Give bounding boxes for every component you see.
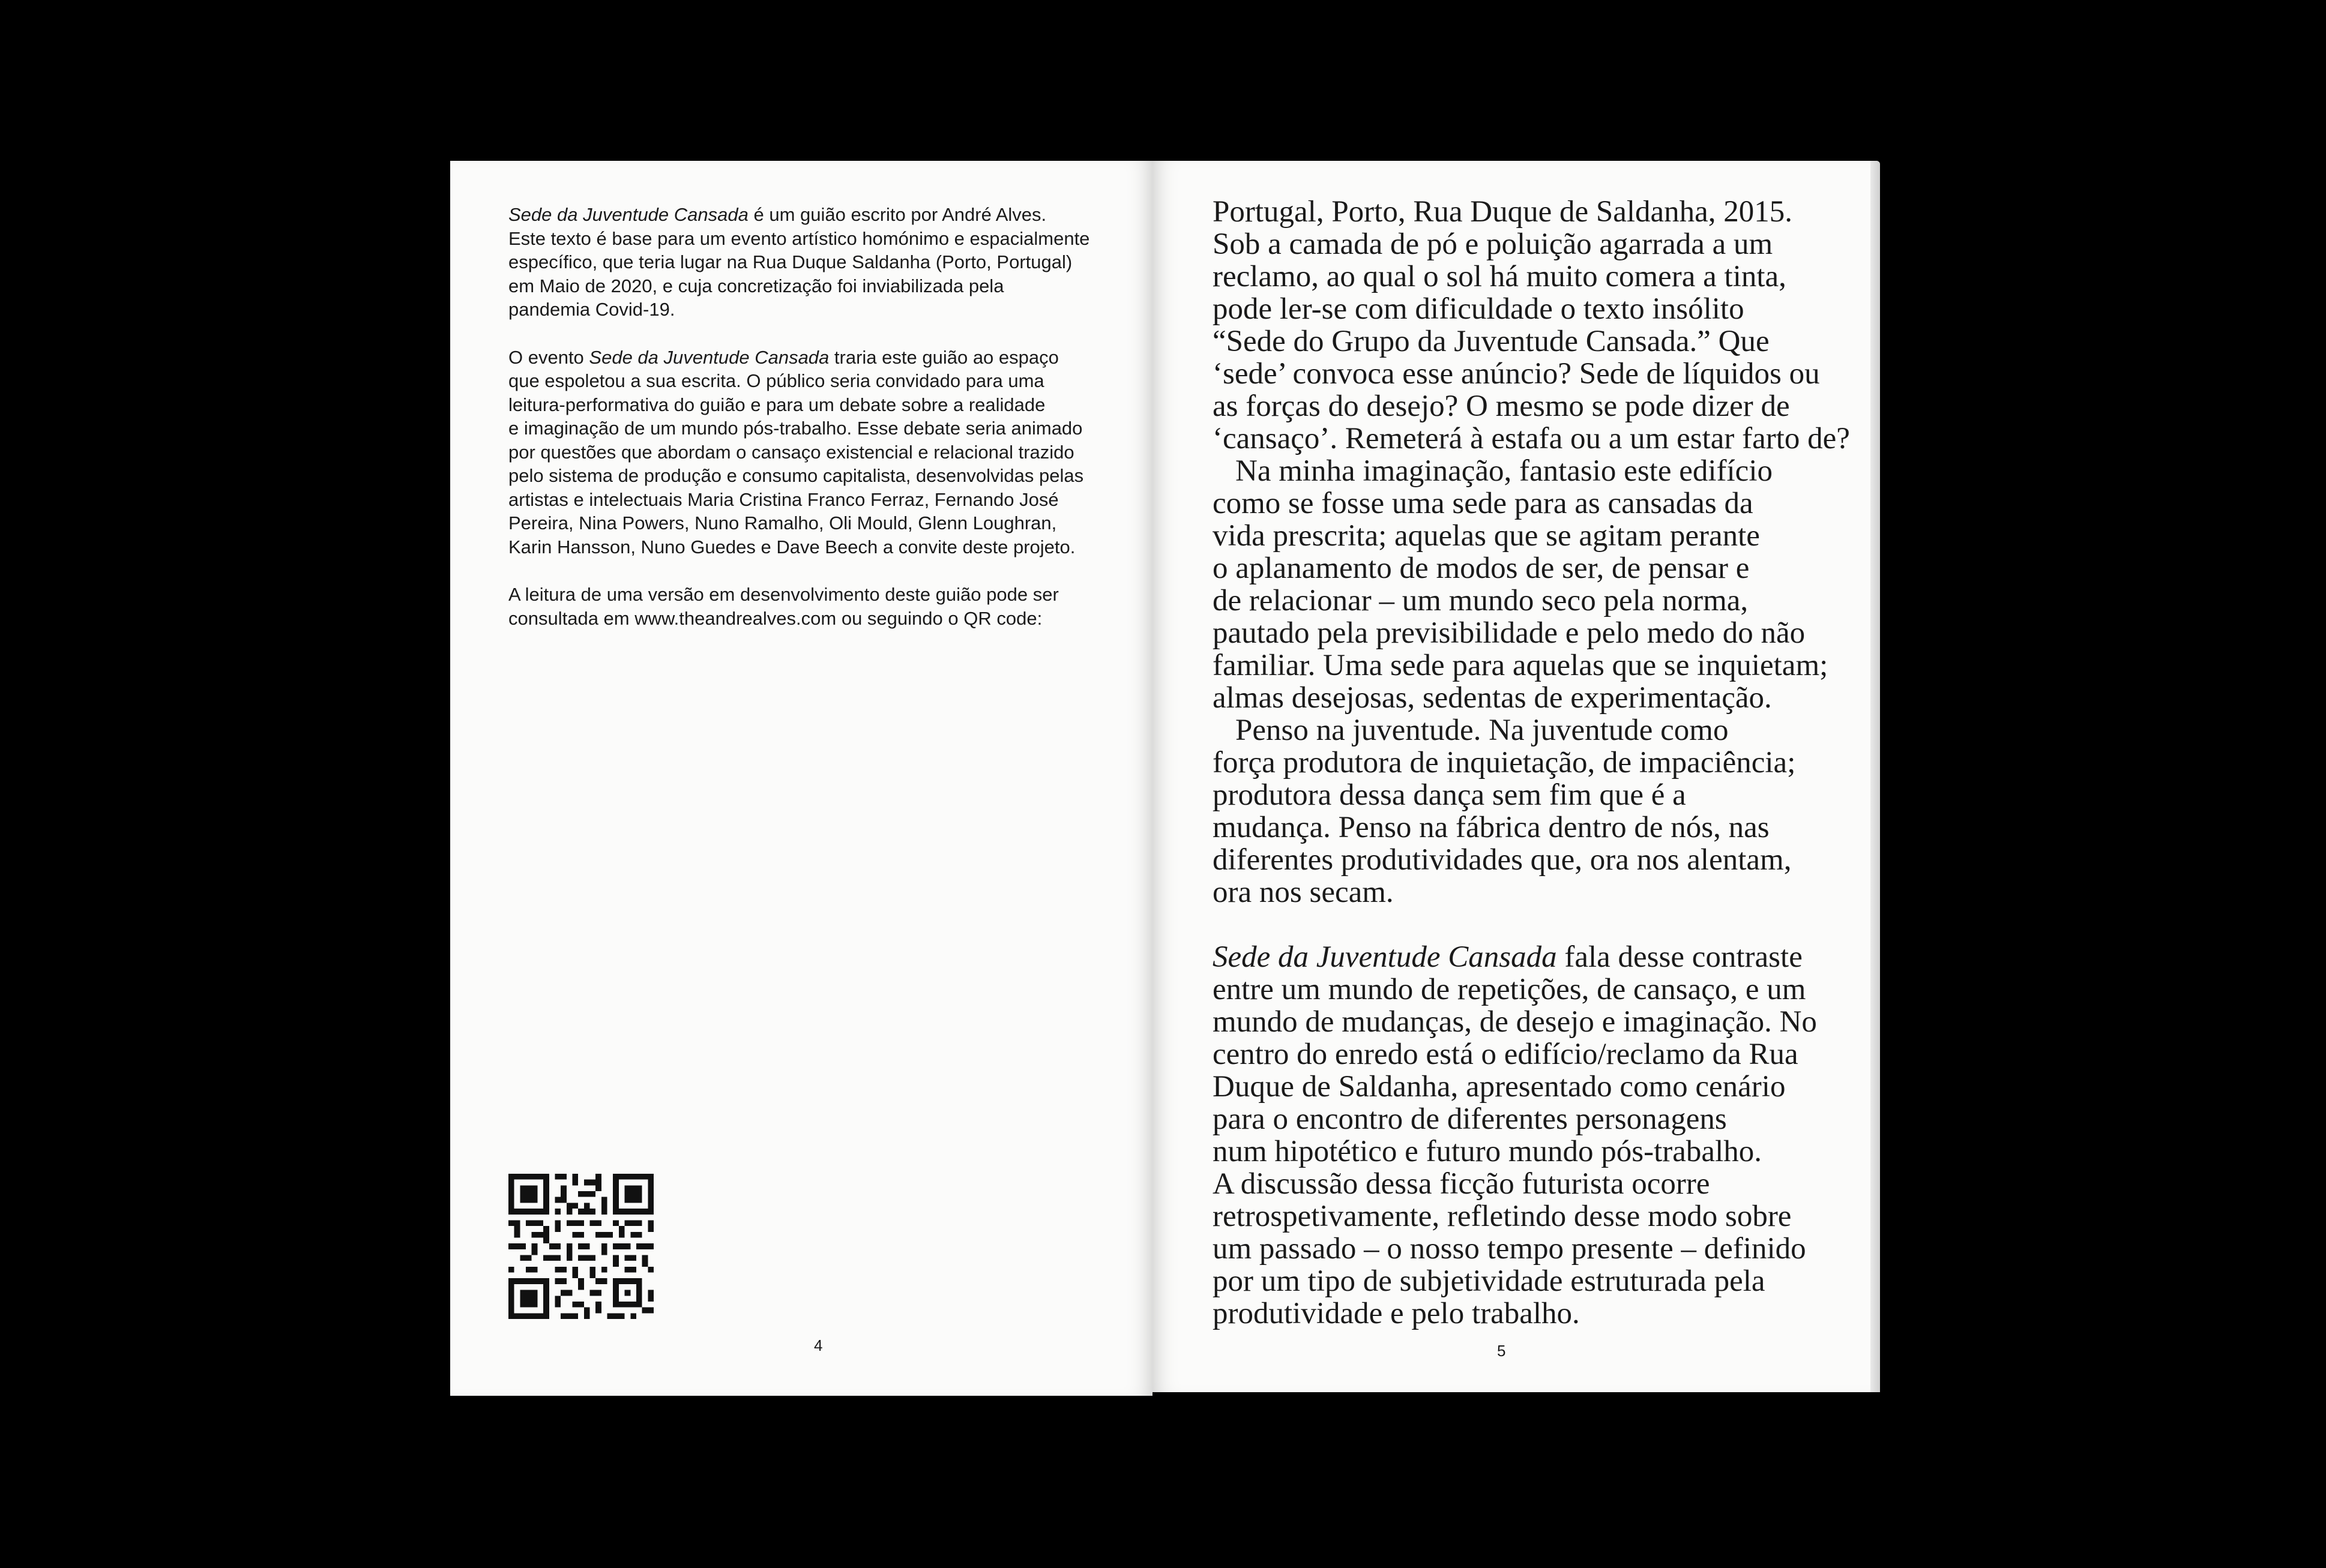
text-line: Sede da Juventude Cansada fala desse contraste (1213, 940, 1803, 974)
text-line: mundo de mudanças, de desejo e imaginação. No (1213, 1005, 1817, 1039)
text-line: produtividade e pelo trabalho. (1213, 1297, 1580, 1330)
text-line: como se fosse uma sede para as cansadas da (1213, 487, 1753, 520)
text-line: Penso na juventude. Na juventude como (1235, 713, 1729, 747)
text-line: familiar. Uma sede para aquelas que se inquietam; (1213, 649, 1828, 682)
event-paragraph (508, 346, 1109, 559)
paragraph-gap (1213, 909, 1861, 941)
text-line: Portugal, Porto, Rua Duque de Saldanha, 2015. (1213, 195, 1793, 229)
event-line: que espoletou a sua escrita. O público seria convidado para uma (508, 370, 1044, 391)
left-page (450, 161, 1152, 1396)
text-line: por um tipo de subjetividade estruturada pela (1213, 1264, 1765, 1298)
paragraph-contraste (1213, 941, 1861, 1330)
paragraph-imaginacao (1213, 455, 1861, 714)
intro-paragraph (508, 203, 1109, 322)
text-line: Sob a camada de pó e poluição agarrada a um (1213, 227, 1773, 261)
text-line: as forças do desejo? O mesmo se pode dizer de (1213, 389, 1790, 423)
event-line: pelo sistema de produção e consumo capitalista, desenvolvidas pelas (508, 465, 1084, 486)
event-line: O evento Sede da Juventude Cansada traria este guião ao espaço (508, 346, 1059, 368)
event-line: por questões que abordam o cansaço existencial e relacional trazido (508, 441, 1074, 463)
text-line: almas desejosas, sedentas de experimentação. (1213, 681, 1772, 715)
text-line: de relacionar – um mundo seco pela norma, (1213, 584, 1749, 617)
text-line: pode ler-se com dificuldade o texto insólito (1213, 292, 1744, 326)
paragraph-juventude (1213, 714, 1861, 909)
reading-paragraph (508, 583, 1109, 630)
text-line: reclamo, ao qual o sol há muito comera a tinta, (1213, 260, 1786, 293)
text-line: num hipotético e futuro mundo pós-trabalho. (1213, 1135, 1762, 1168)
text-line: “Sede do Grupo da Juventude Cansada.” Que (1213, 325, 1770, 358)
text-line: vida prescrita; aquelas que se agitam perante (1213, 519, 1760, 553)
text-line: produtora dessa dança sem fim que é a (1213, 778, 1686, 812)
text-line: força produtora de inquietação, de impaciência; (1213, 746, 1796, 779)
event-line: leitura-performativa do guião e para um debate sobre a realidade (508, 394, 1046, 415)
intro-line: Sede da Juventude Cansada é um guião escrito por André Alves. (508, 204, 1047, 225)
text-line: ora nos secam. (1213, 876, 1394, 909)
qr-code-icon[interactable] (508, 1174, 654, 1319)
intro-line: Este texto é base para um evento artístico homónimo e espacialmente (508, 227, 1090, 249)
text-line: Na minha imaginação, fantasio este edifício (1235, 454, 1773, 488)
work-title: Sede da Juventude Cansada (508, 204, 749, 225)
text-line: pautado pela previsibilidade e pelo medo do não (1213, 616, 1806, 650)
reading-line: A leitura de uma versão em desenvolvimento deste guião pode ser (508, 584, 1059, 605)
text-line: o aplanamento de modos de ser, de pensar e (1213, 551, 1750, 585)
event-line: artistas e intelectuais Maria Cristina Franco Ferraz, Fernando José (508, 488, 1059, 510)
text-line: centro do enredo está o edifício/reclamo da Rua (1213, 1038, 1798, 1071)
left-page-text (508, 203, 1109, 654)
intro-line: em Maio de 2020, e cuja concretização foi inviabilizada pela (508, 275, 1004, 296)
text-line: mudança. Penso na fábrica dentro de nós, nas (1213, 811, 1770, 844)
text-line: para o encontro de diferentes personagens (1213, 1102, 1727, 1136)
text-line: diferentes produtividades que, ora nos alentam, (1213, 843, 1792, 877)
reading-line: consultada em www.theandrealves.com ou seguindo o QR code: (508, 607, 1043, 629)
page-number-right: 5 (1497, 1342, 1506, 1360)
intro-line: pandemia Covid-19. (508, 299, 675, 320)
work-title: Sede da Juventude Cansada (1213, 940, 1557, 974)
event-line: Pereira, Nina Powers, Nuno Ramalho, Oli Mould, Glenn Loughran, (508, 512, 1057, 533)
paragraph-porto (1213, 196, 1861, 455)
intro-line: específico, que teria lugar na Rua Duque Saldanha (Porto, Portugal) (508, 251, 1073, 272)
text-line: A discussão dessa ficção futurista ocorre (1213, 1167, 1710, 1201)
event-line: Karin Hansson, Nuno Guedes e Dave Beech a convite deste projeto. (508, 536, 1076, 557)
text-line: um passado – o nosso tempo presente – definido (1213, 1232, 1806, 1266)
text-line: ‘sede’ convoca esse anúncio? Sede de líquidos ou (1213, 357, 1820, 391)
text-line: ‘cansaço’. Remeterá à estafa ou a um estar farto de? (1213, 422, 1850, 455)
event-line: e imaginação de um mundo pós-trabalho. Esse debate seria animado (508, 418, 1083, 439)
right-page (1152, 161, 1880, 1392)
right-page-text (1213, 196, 1861, 1330)
page-number-left: 4 (814, 1336, 823, 1354)
work-title: Sede da Juventude Cansada (589, 346, 830, 368)
text-line: retrospetivamente, refletindo desse modo sobre (1213, 1200, 1792, 1233)
text-line: Duque de Saldanha, apresentado como cenário (1213, 1070, 1786, 1104)
text-line: entre um mundo de repetições, de cansaço, e um (1213, 973, 1806, 1006)
